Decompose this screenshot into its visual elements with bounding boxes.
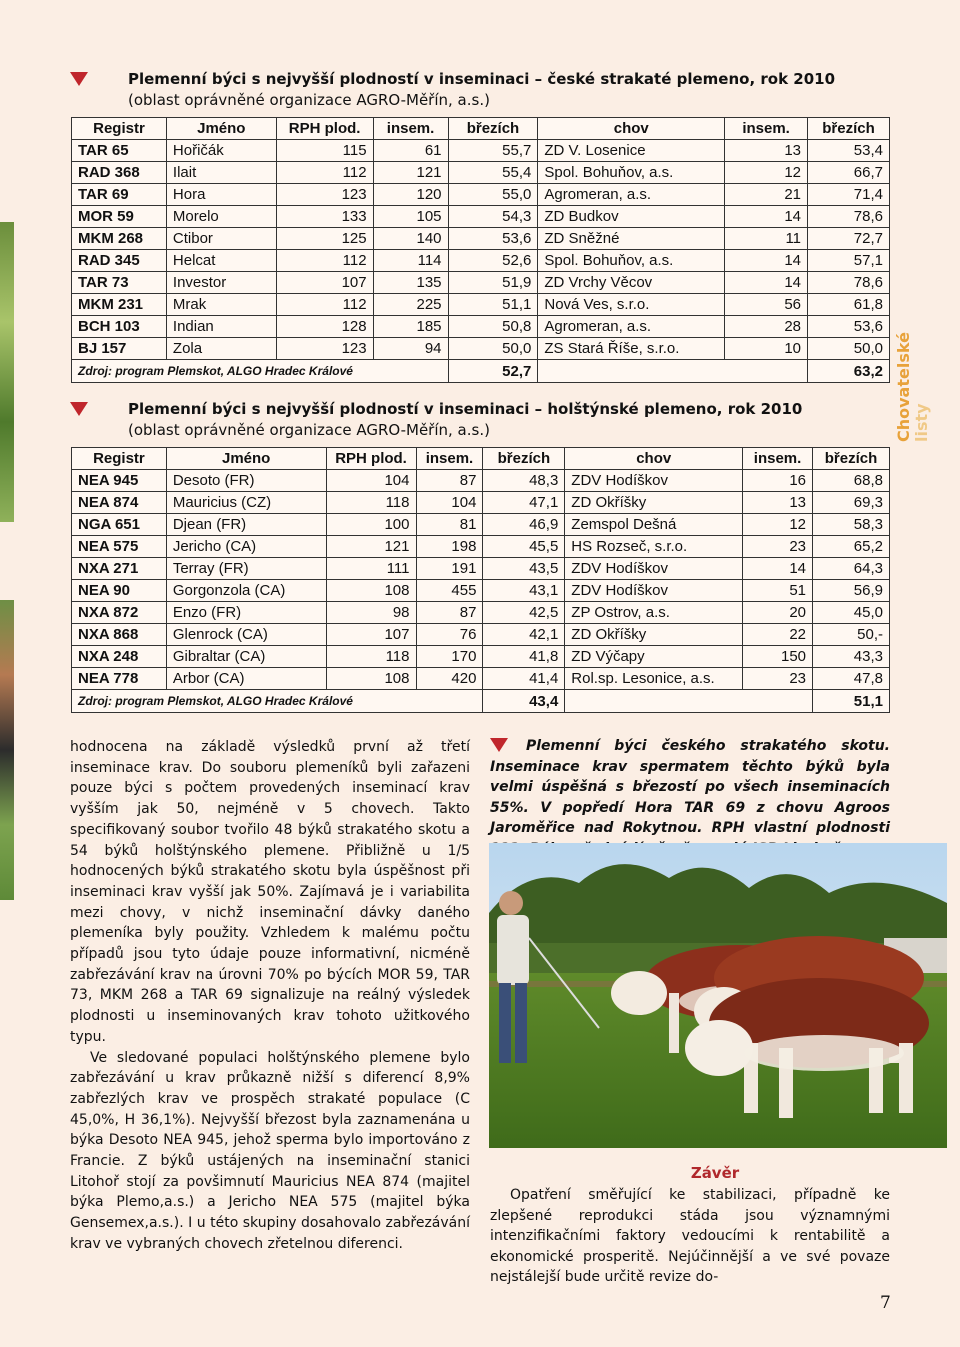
- table-footer-row: [72, 360, 890, 383]
- table-cell: 51,9: [448, 272, 538, 294]
- table-cell: Helcat: [166, 250, 276, 272]
- table-cell: Mauricius (CZ): [166, 492, 326, 514]
- column-header: chov: [538, 118, 725, 140]
- table-cell: 170: [416, 646, 483, 668]
- table-cell: 53,4: [808, 140, 890, 162]
- column-header: březích: [448, 118, 538, 140]
- table-cell: 47,1: [483, 492, 565, 514]
- table-cell: 150: [743, 646, 813, 668]
- table-cell: 13: [725, 140, 808, 162]
- table-cell: 41,4: [483, 668, 565, 690]
- table-row: [72, 294, 890, 316]
- table-cell: ZD Okříšky: [565, 492, 743, 514]
- table-cell: 20: [743, 602, 813, 624]
- table-cell: 100: [326, 514, 416, 536]
- table-cell: 61,8: [808, 294, 890, 316]
- table-row: [72, 206, 890, 228]
- table-total-cell: 63,2: [808, 360, 890, 383]
- table1: [71, 117, 890, 383]
- table-cell: 23: [743, 668, 813, 690]
- table-cell: 112: [276, 294, 373, 316]
- table-cell: Ilait: [166, 162, 276, 184]
- table-cell: NEA 945: [72, 470, 167, 492]
- table2-subtitle: (oblast oprávněné organizace AGRO-Měřín, a.s.): [128, 421, 490, 439]
- table-row: [72, 140, 890, 162]
- table-row: [72, 250, 890, 272]
- table-cell: 118: [326, 492, 416, 514]
- column-header: Registr: [72, 118, 167, 140]
- table-cell: NGA 651: [72, 514, 167, 536]
- red-triangle-bullet-icon: [70, 402, 88, 416]
- red-triangle-bullet-icon: [70, 72, 88, 86]
- table-cell: 10: [725, 338, 808, 360]
- magazine-logo: [893, 320, 935, 445]
- table-cell: 68,8: [813, 470, 890, 492]
- table-cell: Agromeran, a.s.: [538, 184, 725, 206]
- table-cell: 87: [416, 602, 483, 624]
- column-header: chov: [565, 448, 743, 470]
- table-cell: 120: [373, 184, 448, 206]
- column-header: Jméno: [166, 118, 276, 140]
- table-cell: ZS Stará Říše, s.r.o.: [538, 338, 725, 360]
- table-cell: NEA 874: [72, 492, 167, 514]
- column-header: insem.: [416, 448, 483, 470]
- table-cell: 23: [743, 536, 813, 558]
- table-cell: 58,3: [813, 514, 890, 536]
- table-row: [72, 228, 890, 250]
- table-cell: 56: [725, 294, 808, 316]
- table-cell: Djean (FR): [166, 514, 326, 536]
- table-cell: RAD 345: [72, 250, 167, 272]
- column-header: Registr: [72, 448, 167, 470]
- table-cell: HS Rozseč, s.r.o.: [565, 536, 743, 558]
- table-cell: MOR 59: [72, 206, 167, 228]
- table-cell: 78,6: [808, 272, 890, 294]
- table-cell: 22: [743, 624, 813, 646]
- table-cell: 78,6: [808, 206, 890, 228]
- table-cell: 14: [725, 272, 808, 294]
- table-cell: NEA 90: [72, 580, 167, 602]
- table-cell: 87: [416, 470, 483, 492]
- table-cell: 46,9: [483, 514, 565, 536]
- table-cell: 185: [373, 316, 448, 338]
- table-cell: ZDV Hodíškov: [565, 580, 743, 602]
- table-row: [72, 668, 890, 690]
- table-cell: NEA 575: [72, 536, 167, 558]
- table-cell: Nová Ves, s.r.o.: [538, 294, 725, 316]
- column-header: březích: [813, 448, 890, 470]
- table-cell: Terray (FR): [166, 558, 326, 580]
- table-cell: 50,0: [808, 338, 890, 360]
- table-cell: 191: [416, 558, 483, 580]
- page-number: 7: [880, 1293, 891, 1313]
- table-row: [72, 646, 890, 668]
- table-cell: 94: [373, 338, 448, 360]
- table-footer-row: [72, 690, 890, 713]
- table-cell: TAR 65: [72, 140, 167, 162]
- table-cell: Mrak: [166, 294, 276, 316]
- table-cell: Hora: [166, 184, 276, 206]
- table-cell: BCH 103: [72, 316, 167, 338]
- table-cell: 112: [276, 250, 373, 272]
- table-cell: 66,7: [808, 162, 890, 184]
- table-cell: 98: [326, 602, 416, 624]
- table-cell: Zola: [166, 338, 276, 360]
- table-cell: 107: [276, 272, 373, 294]
- table-cell: 55,0: [448, 184, 538, 206]
- table-row: [72, 316, 890, 338]
- table-cell: 55,4: [448, 162, 538, 184]
- table-cell: NXA 271: [72, 558, 167, 580]
- table-cell: 14: [743, 558, 813, 580]
- table-cell: ZDV Hodíškov: [565, 558, 743, 580]
- table-cell: ZD Sněžné: [538, 228, 725, 250]
- table-cell: Spol. Bohuňov, a.s.: [538, 250, 725, 272]
- table-cell: TAR 73: [72, 272, 167, 294]
- table-cell: 455: [416, 580, 483, 602]
- table-row: [72, 338, 890, 360]
- table-cell: 50,-: [813, 624, 890, 646]
- table-source-note: Zdroj: program Plemskot, ALGO Hradec Králové: [72, 690, 483, 713]
- table-total-cell: 52,7: [448, 360, 538, 383]
- table-cell: ZD Vrchy Věcov: [538, 272, 725, 294]
- table-cell: 51: [743, 580, 813, 602]
- body-paragraph: Ve sledované populaci holštýnského plemene bylo zabřezávání u krav průkazně nižší s diferencí 8,9% zabřezlých krav ve prospěch strakaté populace (C 45,0%, H 36,1%). Nejvyšší březost byla zaznamenána u býka Desoto NEA 945, jehož sperma bylo importováno z Francie. Z býků ustájených na inseminační stanici Litohoř stojí za povšimnutí Mauricius NEA 874 (majitel býka Plemo,a.s.) a Jericho NEA 575 (majitel býka Gensemex,a.s.). I u této skupiny dosahovalo zabřezávání krav ve vybraných chovech zřetelnou diferenci.: [70, 1049, 470, 1252]
- table-cell: 125: [276, 228, 373, 250]
- table-header-row: [72, 448, 890, 470]
- table-cell: 50,0: [448, 338, 538, 360]
- table-cell: 76: [416, 624, 483, 646]
- table-cell: RAD 368: [72, 162, 167, 184]
- table-cell: TAR 69: [72, 184, 167, 206]
- table-cell: 108: [326, 580, 416, 602]
- table-row: [72, 514, 890, 536]
- column-header: RPH plod.: [326, 448, 416, 470]
- table-cell: 64,3: [813, 558, 890, 580]
- column-header: Jméno: [166, 448, 326, 470]
- table-cell: 56,9: [813, 580, 890, 602]
- table-row: [72, 162, 890, 184]
- table-cell: 72,7: [808, 228, 890, 250]
- table-cell: Agromeran, a.s.: [538, 316, 725, 338]
- table-cell: 69,3: [813, 492, 890, 514]
- table-total-cell: 51,1: [813, 690, 890, 713]
- table-cell: 41,8: [483, 646, 565, 668]
- column-header: březích: [808, 118, 890, 140]
- table2: [71, 447, 890, 713]
- table-header-row: [72, 118, 890, 140]
- table-cell: Investor: [166, 272, 276, 294]
- table-cell: 123: [276, 184, 373, 206]
- table-cell: 12: [743, 514, 813, 536]
- table-cell: 45,0: [813, 602, 890, 624]
- column-header: insem.: [725, 118, 808, 140]
- table-row: [72, 492, 890, 514]
- table-cell: Morelo: [166, 206, 276, 228]
- table-row: [72, 580, 890, 602]
- column-header: RPH plod.: [276, 118, 373, 140]
- table-cell: 108: [326, 668, 416, 690]
- table-cell: 128: [276, 316, 373, 338]
- table-cell: NEA 778: [72, 668, 167, 690]
- table-cell: 42,1: [483, 624, 565, 646]
- table-row: [72, 272, 890, 294]
- table-cell: 104: [326, 470, 416, 492]
- table-cell: 28: [725, 316, 808, 338]
- column-header: insem.: [373, 118, 448, 140]
- table-cell: 55,7: [448, 140, 538, 162]
- table-cell: NXA 248: [72, 646, 167, 668]
- table-cell: 71,4: [808, 184, 890, 206]
- table-cell: 54,3: [448, 206, 538, 228]
- column-header: březích: [483, 448, 565, 470]
- table-cell: Jericho (CA): [166, 536, 326, 558]
- table-cell: ZD Okříšky: [565, 624, 743, 646]
- table-cell: Glenrock (CA): [166, 624, 326, 646]
- table-cell: 11: [725, 228, 808, 250]
- conclusion-text: Opatření směřující ke stabilizaci, případně ke zlepšené reprodukci stáda jsou významnými intenzifikačními faktory vedoucími k rentabilitě a ekonomické prosperitě. Nejúčinnější a ve své povaze nejstálejší bude určitě revize do-: [490, 1187, 890, 1286]
- table-cell: 43,3: [813, 646, 890, 668]
- table-cell: Indian: [166, 316, 276, 338]
- table-total-cell: 43,4: [483, 690, 565, 713]
- table-cell: ZDV Hodíškov: [565, 470, 743, 492]
- table-row: [72, 602, 890, 624]
- body-text-column: [70, 737, 470, 1255]
- table-cell: Hořičák: [166, 140, 276, 162]
- photo-caption: Plemenní býci českého strakatého skotu. Inseminace krav spermatem těchto býků byla velmi úspěšná s březostí po všech inseminacích 55%. V popředí Hora TAR 69 z chovu Agroos Jaroměřice nad Rokytnou. RPH vlastní plodnosti: [490, 738, 890, 837]
- table-cell: 123: [276, 338, 373, 360]
- table-cell: 48,3: [483, 470, 565, 492]
- table-cell: 14: [725, 206, 808, 228]
- logo-text: listy: [912, 403, 931, 442]
- table-cell: 12: [725, 162, 808, 184]
- table-blank-cell: [565, 690, 813, 713]
- table-cell: Desoto (FR): [166, 470, 326, 492]
- table-cell: Spol. Bohuňov, a.s.: [538, 162, 725, 184]
- table-cell: 47,8: [813, 668, 890, 690]
- table-cell: 225: [373, 294, 448, 316]
- table-cell: 198: [416, 536, 483, 558]
- logo-text: Chovatelské: [894, 332, 913, 442]
- table-cell: 133: [276, 206, 373, 228]
- table-source-note: Zdroj: program Plemskot, ALGO Hradec Králové: [72, 360, 449, 383]
- table-cell: ZD V. Losenice: [538, 140, 725, 162]
- table-blank-cell: [538, 360, 808, 383]
- table-cell: Ctibor: [166, 228, 276, 250]
- table-cell: 105: [373, 206, 448, 228]
- table-cell: 57,1: [808, 250, 890, 272]
- table-cell: 53,6: [448, 228, 538, 250]
- table-cell: 45,5: [483, 536, 565, 558]
- table-cell: BJ 157: [72, 338, 167, 360]
- table-cell: Gibraltar (CA): [166, 646, 326, 668]
- table1-title: Plemenní býci s nejvyšší plodností v inseminaci – české strakaté plemeno, rok 2010: [128, 70, 836, 88]
- table-cell: 104: [416, 492, 483, 514]
- table-cell: Gorgonzola (CA): [166, 580, 326, 602]
- table-cell: Arbor (CA): [166, 668, 326, 690]
- table-cell: 16: [743, 470, 813, 492]
- body-paragraph: hodnocena na základě výsledků první až třetí inseminace krav. Do souboru plemeníků byli zařazeni pouze býci s počtem provedených inseminací krav vyšším jak 50, nejméně v 5 chovech. Takto specifikovaný soubor tvořilo 48 býků strakatého skotu a 54 býků holštýnského plemene. Přibližně u 1/5 hodnocených býků strakatého skotu byla úspěšnost při inseminaci krav vyšší jak 50%. Zajímavá je i variabilita mezi chovy, v nichž inseminační dávky daného plemeníka byly použity. Vzhledem k malému počtu případů jsou tyto údaje pouze informativní, nicméně zabřezávání krav na úrovni 70% po býcích MOR 59, TAR 73, MKM 268 a TAR 69 signalizuje na reálný výsledek plodnosti u inseminovaných krav tohoto užitkového typu.: [70, 739, 470, 1045]
- table-cell: 43,1: [483, 580, 565, 602]
- table-row: [72, 624, 890, 646]
- table2-title: Plemenní býci s nejvyšší plodností v inseminaci – holštýnské plemeno, rok 2010: [128, 400, 803, 418]
- table-cell: 14: [725, 250, 808, 272]
- table-row: [72, 536, 890, 558]
- table-cell: 121: [326, 536, 416, 558]
- table-cell: 121: [373, 162, 448, 184]
- left-edge-photo-strip: [0, 222, 14, 522]
- bulls-photo: [489, 843, 947, 1148]
- table-row: [72, 184, 890, 206]
- table-cell: 118: [326, 646, 416, 668]
- table-cell: 53,6: [808, 316, 890, 338]
- table-row: [72, 470, 890, 492]
- table1-heading: [128, 69, 835, 111]
- table-cell: 61: [373, 140, 448, 162]
- table-cell: 21: [725, 184, 808, 206]
- table-cell: MKM 231: [72, 294, 167, 316]
- left-edge-photo-strip: [0, 600, 14, 900]
- table1-subtitle: (oblast oprávněné organizace AGRO-Měřín, a.s.): [128, 91, 490, 109]
- table-row: [72, 558, 890, 580]
- table-cell: 135: [373, 272, 448, 294]
- conclusion-heading: Závěr: [690, 1164, 740, 1182]
- table2-heading: [128, 399, 802, 441]
- table-cell: NXA 868: [72, 624, 167, 646]
- table-cell: Zemspol Dešná: [565, 514, 743, 536]
- table-cell: 42,5: [483, 602, 565, 624]
- table-cell: Enzo (FR): [166, 602, 326, 624]
- table-cell: 43,5: [483, 558, 565, 580]
- table-cell: 420: [416, 668, 483, 690]
- table-cell: MKM 268: [72, 228, 167, 250]
- table-cell: ZP Ostrov, a.s.: [565, 602, 743, 624]
- table-cell: ZD Výčapy: [565, 646, 743, 668]
- table-cell: NXA 872: [72, 602, 167, 624]
- column-header: insem.: [743, 448, 813, 470]
- table-cell: 115: [276, 140, 373, 162]
- table-cell: 65,2: [813, 536, 890, 558]
- table-cell: Rol.sp. Lesonice, a.s.: [565, 668, 743, 690]
- table-cell: 51,1: [448, 294, 538, 316]
- table-cell: 81: [416, 514, 483, 536]
- table-cell: 50,8: [448, 316, 538, 338]
- table-cell: 114: [373, 250, 448, 272]
- table-cell: ZD Budkov: [538, 206, 725, 228]
- table-cell: 13: [743, 492, 813, 514]
- table-cell: 140: [373, 228, 448, 250]
- table-cell: 52,6: [448, 250, 538, 272]
- table-cell: 111: [326, 558, 416, 580]
- table-cell: 112: [276, 162, 373, 184]
- table-cell: 107: [326, 624, 416, 646]
